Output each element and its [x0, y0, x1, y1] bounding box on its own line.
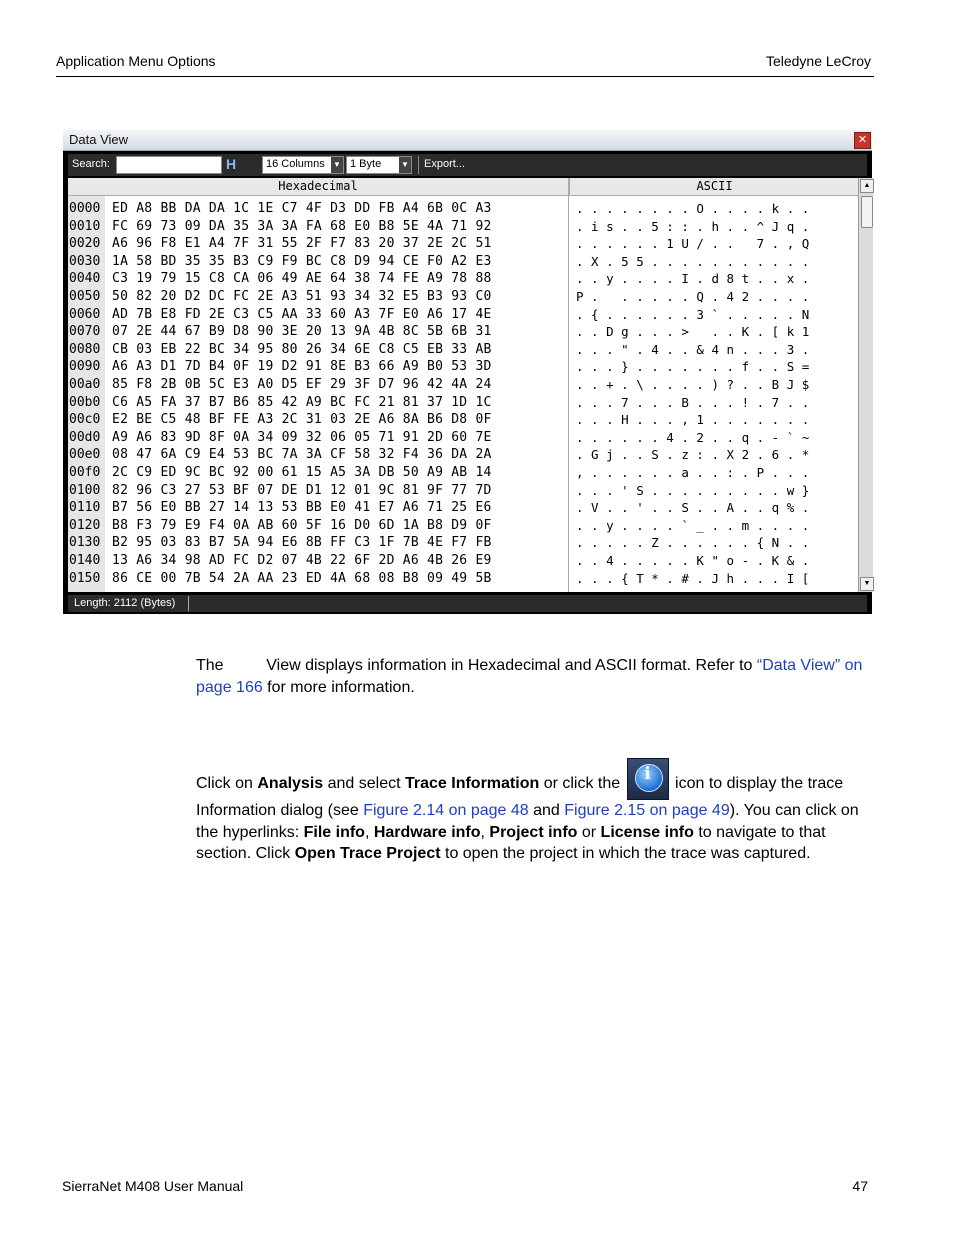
row-address: 0060 — [69, 306, 101, 322]
row-address: 0030 — [69, 253, 101, 269]
text: ). You can click on the hyperlinks: — [196, 802, 859, 841]
row-hex: C3 19 79 15 C8 CA 06 49 AE 64 38 74 FE A9 78 88 — [112, 271, 492, 287]
title-bar[interactable] — [63, 130, 872, 151]
byte-select[interactable] — [346, 156, 412, 174]
columns-select-value: 16 Columns — [266, 158, 325, 170]
row-address: 0140 — [69, 553, 101, 568]
table-row[interactable] — [68, 235, 858, 253]
row-address: 00a0 — [69, 377, 101, 392]
length-status: Length: 2112 (Bytes) — [74, 597, 176, 609]
row-address: 00f0 — [69, 465, 101, 480]
row-hex: 85 F8 2B 0B 5C E3 A0 D5 EF 29 3F D7 96 42 4A 24 — [112, 377, 492, 392]
row-ascii: . . . 7 . . . B . . . ! . 7 . . — [576, 394, 810, 410]
row-hex: A6 A3 D1 7D B4 0F 19 D2 91 8E B3 66 A9 B0 53 3D — [112, 359, 492, 375]
row-hex: C6 A5 FA 37 B7 B6 85 42 A9 BC FC 21 81 37 1D 1C — [112, 394, 492, 410]
table-row[interactable] — [68, 411, 858, 429]
text: View displays information in Hexadecimal and ASCII format. Refer to — [261, 657, 757, 674]
project-info-ref: Project info — [489, 823, 578, 841]
row-ascii: . . y . . . . ` _ . . m . . . . — [576, 517, 810, 533]
hardware-info-ref: Hardware info — [373, 823, 481, 841]
text: , — [480, 823, 490, 841]
row-hex: 2C C9 ED 9C BC 92 00 61 15 A5 3A DB 50 A9 AB 14 — [112, 465, 492, 480]
export-button[interactable]: Export... — [424, 158, 465, 170]
row-address: 00d0 — [69, 429, 101, 445]
chevron-down-icon[interactable]: ▼ — [399, 157, 411, 173]
row-hex: B8 F3 79 E9 F4 0A AB 60 5F 16 D0 6D 1A B8 D9 0F — [112, 517, 492, 533]
row-ascii: . . . } . . . . . . . f . . S = — [576, 359, 810, 375]
row-address: 0000 — [69, 201, 101, 216]
status-bar — [68, 595, 867, 612]
row-ascii: . . + . \ . . . . ) ? . . B J $ — [576, 377, 810, 392]
figure-2-14-link[interactable]: Figure 2.14 on page 48 — [363, 802, 529, 819]
ascii-column-header: ASCII — [569, 178, 859, 196]
row-address: 0010 — [69, 218, 101, 234]
analysis-menu-ref: Analysis — [257, 775, 324, 793]
row-hex: CB 03 EB 22 BC 34 95 80 26 34 6E C8 C5 EB 33 AB — [112, 341, 492, 357]
text: The — [196, 657, 229, 674]
row-hex: A9 A6 83 9D 8F 0A 34 09 32 06 05 71 91 2D 60 7E — [112, 429, 492, 445]
data-panel — [68, 178, 858, 592]
row-address: 0090 — [69, 359, 101, 375]
row-hex: 86 CE 00 7B 54 2A AA 23 ED 4A 68 08 B8 09 49 5B — [112, 570, 492, 586]
row-ascii: . G j . . S . z : . X 2 . 6 . * — [576, 447, 810, 463]
text: and — [528, 802, 565, 819]
row-address: 0020 — [69, 236, 101, 252]
page-footer-left: SierraNet M408 User Manual — [62, 1178, 244, 1194]
row-hex: 50 82 20 D2 DC FC 2E A3 51 93 34 32 E5 B3 93 C0 — [112, 289, 492, 304]
trace-information-ref: Trace Information — [405, 775, 540, 793]
row-ascii: . . . . . . 4 . 2 . . q . - ` ~ — [576, 429, 810, 445]
row-address: 0050 — [69, 289, 101, 304]
info-icon: i — [644, 764, 651, 784]
row-ascii: P . . . . . . Q . 4 2 . . . . — [576, 289, 810, 304]
table-row[interactable] — [68, 499, 858, 517]
row-hex: E2 BE C5 48 BF FE A3 2C 31 03 2E A6 8A B6 D8 0F — [112, 412, 492, 428]
row-ascii: . . . { T * . # . J h . . . I [ — [576, 570, 810, 586]
row-ascii: . . . . . . 1 U / . . 7 . , Q — [576, 236, 810, 252]
table-row[interactable] — [68, 341, 858, 359]
row-address: 0070 — [69, 324, 101, 340]
row-hex: 1A 58 BD 35 35 B3 C9 F9 BC C8 D9 94 CE F0 A2 E3 — [112, 253, 492, 269]
data-view-link[interactable]: “Data View” on page 166 — [196, 657, 863, 696]
row-address: 00c0 — [69, 412, 101, 428]
table-row[interactable] — [68, 534, 858, 552]
row-hex: 82 96 C3 27 53 BF 07 DE D1 12 01 9C 81 9F 77 7D — [112, 482, 492, 498]
data-view-window — [63, 130, 872, 614]
text: to navigate to that section. Click — [196, 823, 826, 862]
scroll-thumb[interactable] — [861, 196, 873, 228]
text: , — [364, 823, 374, 841]
search-label: Search: — [72, 158, 110, 170]
row-ascii: . . . ' S . . . . . . . . . w } — [576, 482, 810, 498]
table-row[interactable] — [68, 552, 858, 570]
row-ascii: . V . . ' . . S . . A . . q % . — [576, 500, 810, 516]
toolbar — [68, 154, 867, 176]
row-address: 0150 — [69, 570, 101, 586]
row-ascii: . . . . . Z . . . . . . { N . . — [576, 535, 810, 551]
page-number: 47 — [852, 1178, 868, 1194]
row-ascii: . . D g . . . > . . K . [ k 1 — [576, 324, 810, 340]
header-rule — [56, 76, 874, 77]
row-address: 00b0 — [69, 394, 101, 410]
row-address: 0100 — [69, 482, 101, 498]
row-address: 0120 — [69, 517, 101, 533]
text: for more information. — [262, 678, 415, 696]
byte-select-value: 1 Byte — [350, 158, 382, 170]
hex-column-header: Hexadecimal — [68, 178, 568, 196]
data-view-paragraph — [196, 655, 876, 698]
table-row[interactable] — [68, 464, 858, 482]
row-ascii: . . y . . . . I . d 8 t . . x . — [576, 271, 810, 287]
row-ascii: . . . . . . . . O . . . . k . . — [576, 201, 810, 216]
table-row[interactable] — [68, 376, 858, 394]
row-address: 0040 — [69, 271, 101, 287]
status-divider — [188, 596, 189, 611]
close-icon[interactable]: ✕ — [854, 132, 871, 149]
columns-select[interactable] — [262, 156, 344, 174]
row-hex: ED A8 BB DA DA 1C 1E C7 4F D3 DD FB A4 6B 0C A3 — [112, 201, 492, 216]
text: and select — [323, 775, 405, 793]
scroll-down-icon[interactable]: ▼ — [860, 577, 874, 591]
row-hex: A6 96 F8 E1 A4 7F 31 55 2F F7 83 20 37 2E 2C 51 — [112, 236, 492, 252]
row-address: 0110 — [69, 500, 101, 516]
chevron-down-icon[interactable]: ▼ — [331, 157, 343, 173]
open-trace-project-ref: Open Trace Project — [294, 845, 441, 862]
row-hex: FC 69 73 09 DA 35 3A 3A FA 68 E0 B8 5E 4A 71 92 — [112, 218, 492, 234]
table-row[interactable] — [68, 218, 858, 236]
row-hex: 08 47 6A C9 E4 53 BC 7A 3A CF 58 32 F4 36 DA 2A — [112, 447, 492, 463]
row-hex: 07 2E 44 67 B9 D8 90 3E 20 13 9A 4B 8C 5B 6B 31 — [112, 324, 492, 340]
search-input[interactable] — [116, 156, 222, 174]
row-hex: AD 7B E8 FD 2E C3 C5 AA 33 60 A3 7F E0 A6 17 4E — [112, 306, 492, 322]
table-row[interactable] — [68, 253, 858, 271]
text: or — [577, 823, 601, 841]
file-info-ref: File info — [303, 823, 365, 841]
row-address: 00e0 — [69, 447, 101, 463]
trace-info-paragraph — [196, 764, 876, 865]
text: to open the project in which the trace was captured. — [440, 845, 811, 862]
row-ascii: . { . . . . . . 3 ` . . . . . N — [576, 306, 810, 322]
row-ascii: . X . 5 5 . . . . . . . . . . . — [576, 253, 810, 269]
row-ascii: . . . H . . . , 1 . . . . . . . — [576, 412, 810, 428]
row-hex: B7 56 E0 BB 27 14 13 53 BB E0 41 E7 A6 71 25 E6 — [112, 500, 492, 516]
table-row[interactable] — [68, 358, 858, 376]
table-row[interactable] — [68, 517, 858, 535]
row-hex: 13 A6 34 98 AD FC D2 07 4B 22 6F 2D A6 4B 26 E9 — [112, 553, 492, 568]
table-row[interactable] — [68, 429, 858, 447]
text: Click on — [196, 775, 258, 793]
text: or click the — [539, 775, 625, 793]
hex-search-icon[interactable]: H — [226, 156, 237, 172]
row-address: 0130 — [69, 535, 101, 551]
row-hex: B2 95 03 83 B7 5A 94 E6 8B FF C3 1F 7B 4E F7 FB — [112, 535, 492, 551]
table-row[interactable] — [68, 482, 858, 500]
row-ascii: . i s . . 5 : : . h . . ^ J q . — [576, 218, 810, 234]
row-ascii: . . 4 . . . . . K " o - . K & . — [576, 553, 810, 568]
page-header-left: Application Menu Options — [56, 53, 216, 69]
text: icon to display the trace Information dialog (see — [196, 775, 844, 819]
page-header-right: Teledyne LeCroy — [765, 53, 871, 69]
table-row[interactable] — [68, 200, 858, 218]
scroll-up-icon[interactable]: ▲ — [860, 179, 874, 193]
table-row[interactable] — [68, 394, 858, 412]
table-row[interactable] — [68, 270, 858, 288]
trace-information-icon[interactable] — [627, 758, 669, 800]
toolbar-divider — [418, 156, 419, 174]
window-title: Data View — [69, 132, 129, 147]
figure-2-15-link[interactable]: Figure 2.15 on page 49 — [564, 802, 730, 819]
data-rows[interactable] — [68, 200, 858, 592]
row-address: 0080 — [69, 341, 101, 357]
row-ascii: . . . " . 4 . . & 4 n . . . 3 . — [576, 341, 810, 357]
license-info-ref: License info — [600, 823, 694, 841]
table-row[interactable] — [68, 288, 858, 306]
table-row[interactable] — [68, 570, 858, 588]
table-row[interactable] — [68, 446, 858, 464]
table-row[interactable] — [68, 306, 858, 324]
table-row[interactable] — [68, 323, 858, 341]
row-ascii: , . . . . . . a . . : . P . . . — [576, 465, 810, 480]
vertical-scrollbar[interactable] — [858, 178, 873, 592]
hidden-word: Data — [228, 657, 262, 674]
